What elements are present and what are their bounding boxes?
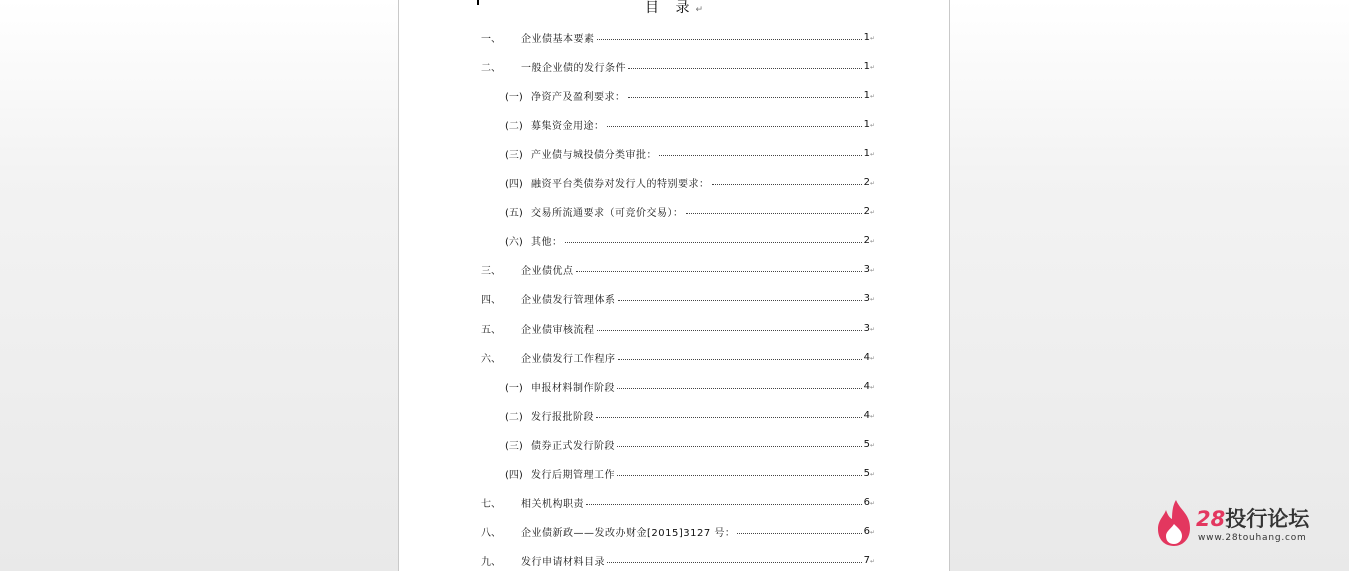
toc-entry[interactable] [505, 437, 875, 451]
document-page [398, 0, 950, 571]
flame-icon [1156, 498, 1194, 548]
toc-entry-label: 一般企业债的发行条件 [521, 62, 626, 74]
toc-entry-label: 发行申请材料目录 [521, 556, 605, 568]
toc-entry[interactable] [505, 379, 875, 393]
toc-leader-dots [607, 562, 862, 563]
toc-leader-dots [618, 359, 862, 360]
toc-entry-page: 1 ↵ [864, 148, 875, 159]
toc-entry-page: 2 ↵ [864, 206, 875, 217]
toc-entry-label: 企业债优点 [521, 265, 574, 277]
toc-entry-label: 企业债基本要素 [521, 33, 595, 45]
toc-entry[interactable] [505, 146, 875, 160]
toc-entry-page: 7 ↵ [864, 555, 875, 566]
toc-entry-label: 发行后期管理工作 [531, 469, 615, 481]
toc-leader-dots [617, 446, 862, 447]
toc-entry-label: 债券正式发行阶段 [531, 440, 615, 452]
watermark-logo [1156, 498, 1326, 548]
toc-entry-label: 企业债发行管理体系 [521, 294, 616, 306]
toc-entry-label: 企业债新政——发改办财金[2015]3127 号： [521, 527, 736, 539]
toc-entry-number: 八、 [481, 527, 501, 539]
toc-entry[interactable] [481, 30, 875, 44]
toc-entry[interactable] [481, 553, 875, 567]
toc-entry[interactable] [481, 524, 875, 538]
toc-entry-label: 融资平台类债券对发行人的特别要求： [531, 178, 710, 190]
toc-entry[interactable] [505, 466, 875, 480]
toc-leader-dots [607, 126, 862, 127]
toc-leader-dots [597, 39, 862, 40]
toc-entry[interactable] [481, 495, 875, 509]
toc-entry-number: 七、 [481, 498, 501, 510]
toc-entry[interactable] [481, 321, 875, 335]
toc-entry[interactable] [481, 262, 875, 276]
toc-leader-dots [712, 184, 862, 185]
toc-entry-page: 6 ↵ [864, 526, 875, 537]
toc-entry-label: 企业债发行工作程序 [521, 353, 616, 365]
toc-entry-number: (二) [505, 411, 523, 423]
toc-entry-page: 3 ↵ [864, 323, 875, 334]
toc-entry-number: (四) [505, 178, 523, 190]
toc-leader-dots [659, 155, 862, 156]
logo-text [1196, 507, 1309, 531]
toc-entry[interactable] [505, 408, 875, 422]
toc-entry-number: (一) [505, 382, 523, 394]
toc-leader-dots [617, 475, 862, 476]
toc-entry-label: 其他： [531, 236, 563, 248]
logo-url: www.28touhang.com [1198, 533, 1307, 543]
toc-leader-dots [737, 533, 861, 534]
toc-entry[interactable] [505, 88, 875, 102]
toc-entry[interactable] [481, 291, 875, 305]
toc-entry[interactable] [505, 117, 875, 131]
paragraph-mark-icon: ↵ [695, 5, 703, 15]
toc-entry[interactable] [481, 350, 875, 364]
toc-leader-dots [628, 97, 862, 98]
toc-entry-number: (一) [505, 91, 523, 103]
toc-entry-number: (二) [505, 120, 523, 132]
toc-entry-page: 2 ↵ [864, 235, 875, 246]
toc-entry-number: 四、 [481, 294, 501, 306]
toc-entry-label: 净资产及盈利要求： [531, 91, 626, 103]
toc-entry-page: 6 ↵ [864, 497, 875, 508]
toc-entry-number: 六、 [481, 353, 501, 365]
toc-entry[interactable] [481, 59, 875, 73]
toc-entry-page: 3 ↵ [864, 264, 875, 275]
toc-leader-dots [565, 242, 862, 243]
toc-leader-dots [596, 417, 862, 418]
toc-entry-page: 3 ↵ [864, 293, 875, 304]
toc-entry-number: (四) [505, 469, 523, 481]
toc-entry-number: 五、 [481, 324, 501, 336]
toc-entry-page: 5 ↵ [864, 439, 875, 450]
toc-entry-number: (六) [505, 236, 523, 248]
toc-entry-page: 5 ↵ [864, 468, 875, 479]
toc-entry-label: 发行报批阶段 [531, 411, 594, 423]
logo-name: 投行论坛 [1225, 507, 1310, 531]
toc-entry-page: 1 ↵ [864, 119, 875, 130]
toc-title-text: 目 录 [645, 0, 696, 16]
toc-entry-number: (三) [505, 440, 523, 452]
toc-entry-page: 4 ↵ [864, 410, 875, 421]
toc-leader-dots [617, 388, 862, 389]
toc-entry-label: 产业债与城投债分类审批： [531, 149, 657, 161]
toc-entry-number: 三、 [481, 265, 501, 277]
toc-entry-page: 2 ↵ [864, 177, 875, 188]
toc-leader-dots [618, 300, 862, 301]
toc-entry-label: 企业债审核流程 [521, 324, 595, 336]
toc-entry-number: (三) [505, 149, 523, 161]
toc-entry-number: 二、 [481, 62, 501, 74]
toc-leader-dots [686, 213, 862, 214]
logo-number: 28 [1196, 507, 1226, 531]
toc-entry-number: 一、 [481, 33, 501, 45]
toc-entry-label: 相关机构职责 [521, 498, 584, 510]
toc-title [399, 0, 949, 18]
toc-entry-label: 募集资金用途： [531, 120, 605, 132]
toc-entry[interactable] [505, 204, 875, 218]
toc-entry-label: 交易所流通要求（可竞价交易）： [531, 207, 684, 219]
toc-leader-dots [586, 504, 862, 505]
toc-entry[interactable] [505, 233, 875, 247]
toc-entry-page: 1 ↵ [864, 61, 875, 72]
toc-entry-page: 4 ↵ [864, 352, 875, 363]
toc-entry-page: 4 ↵ [864, 381, 875, 392]
toc-entry-number: 九、 [481, 556, 501, 568]
toc-leader-dots [597, 330, 862, 331]
toc-entry-page: 1 ↵ [864, 32, 875, 43]
toc-leader-dots [628, 68, 862, 69]
toc-entry-label: 申报材料制作阶段 [531, 382, 615, 394]
toc-entry-page: 1 ↵ [864, 90, 875, 101]
toc-leader-dots [576, 271, 862, 272]
toc-entry[interactable] [505, 175, 875, 189]
toc-entry-number: (五) [505, 207, 523, 219]
